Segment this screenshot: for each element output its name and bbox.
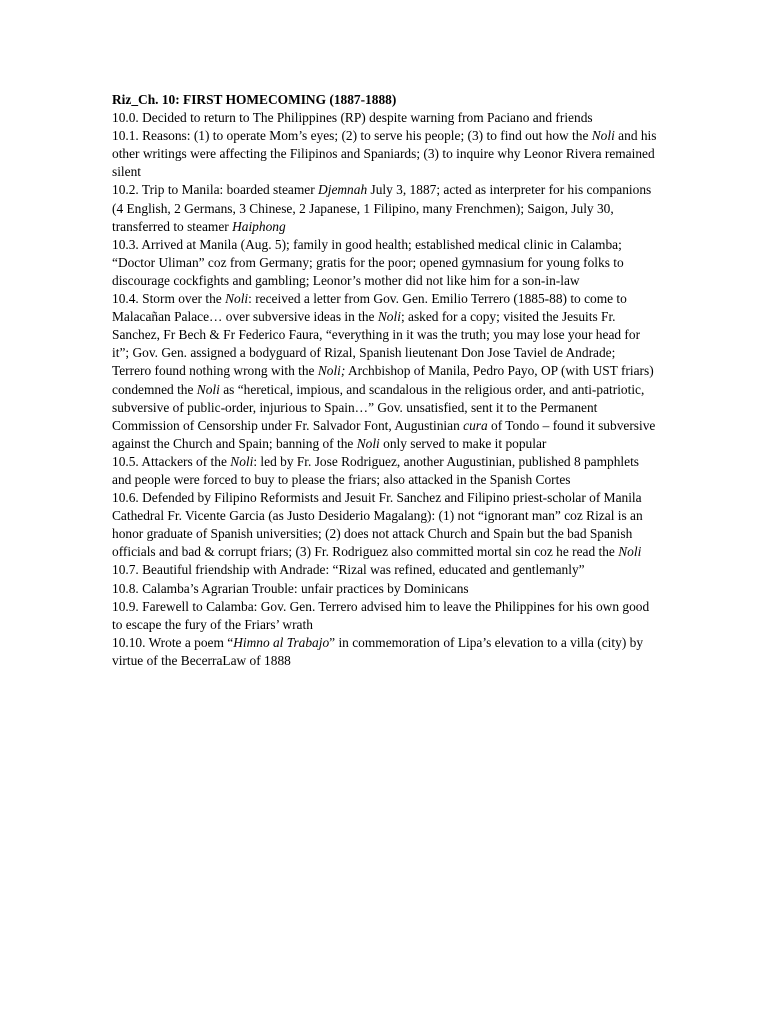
paragraph-text: 10.9. Farewell to Calamba: Gov. Gen. Terrero advised him to leave the Philippines for his own good to escape the fury of the Friars’ wrath xyxy=(112,598,650,632)
paragraph-text: : led by Fr. Jose Rodriguez, another Augustinian, published 8 pamphlets and people were forced to buy to please the friars; also attacked in the Spanish Cortes xyxy=(112,453,640,487)
italic-text: Noli xyxy=(618,544,642,560)
document-page xyxy=(112,91,657,670)
document-body xyxy=(112,109,657,670)
paragraph-text: July 3, 1887; acted as interpreter for his companions (4 English, 2 Germans, 3 Chinese, 2 Japanese, 1 Filipino, many Frenchmen); Saigon, July 30, transferred to steamer xyxy=(112,182,652,234)
italic-text: Noli xyxy=(591,128,615,144)
paragraph-text: 10.10. Wrote a poem “ xyxy=(112,634,234,650)
paragraph-text: 10.8. Calamba’s Agrarian Trouble: unfair practices by Dominicans xyxy=(112,580,469,596)
paragraph-text: Archbishop of Manila, Pedro Payo, OP (with UST friars) condemned the xyxy=(112,363,654,397)
document-paragraph xyxy=(112,561,657,579)
italic-text: Noli xyxy=(230,453,254,469)
paragraph-text: 10.3. Arrived at Manila (Aug. 5); family in good health; established medical clinic in Calamba; “Doctor Uliman” coz from Germany; gratis for the poor; opened gymnasium for young folks to discourage cockfights and gambling; Leonor’s mother did not like him for a son-in-law xyxy=(112,236,624,288)
document-paragraph xyxy=(112,181,657,235)
italic-text: Noli xyxy=(377,309,401,325)
document-paragraph xyxy=(112,236,657,290)
italic-text: Noli xyxy=(196,381,220,397)
italic-text: Noli; xyxy=(317,363,346,379)
paragraph-text: 10.6. Defended by Filipino Reformists and Jesuit Fr. Sanchez and Filipino priest-scholar of Manila Cathedral Fr. Vicente Garcia (as Justo Desiderio Magalang): (1) not “ignorant man” coz Rizal is an honor graduate of Spanish universities; (2) does not attack Church and Spain but the bad Spanish officials and bad & corrupt friars; (3) Fr. Rodriguez also committed mortal sin coz he read the xyxy=(112,490,643,560)
paragraph-text: : received a letter from Gov. Gen. Emilio Terrero (1885-88) to come to Malacañan Palace… over subversive ideas in the xyxy=(112,291,627,325)
paragraph-text: 10.2. Trip to Manila: boarded steamer xyxy=(112,182,319,198)
paragraph-text: 10.1. Reasons: (1) to operate Mom’s eyes; (2) to serve his people; (3) to find out how the xyxy=(112,128,592,144)
paragraph-text: 10.7. Beautiful friendship with Andrade: “Rizal was refined, educated and gentlemanly” xyxy=(112,562,585,578)
paragraph-text: ; asked for a copy; visited the Jesuits Fr. Sanchez, Fr Bech & Fr Federico Faura, “everything in it was the truth; you may lose your head for it”; Gov. Gen. assigned a bodyguard of Rizal, Spanish lieutenant Don Jose Taviel de Andrade; Terrero found nothing wrong with the xyxy=(112,309,641,379)
document-paragraph xyxy=(112,634,657,670)
document-paragraph xyxy=(112,580,657,598)
document-paragraph xyxy=(112,127,657,181)
italic-text: Noli xyxy=(225,291,249,307)
document-title: Riz_Ch. 10: FIRST HOMECOMING (1887-1888) xyxy=(112,92,397,107)
document-paragraph xyxy=(112,109,657,127)
document-paragraph xyxy=(112,489,657,561)
paragraph-text: only served to make it popular xyxy=(379,435,547,451)
paragraph-text: ” in commemoration of Lipa’s elevation to a villa (city) by virtue of the BecerraLaw of 1888 xyxy=(112,634,644,668)
document-paragraph xyxy=(112,453,657,489)
paragraph-text: 10.0. Decided to return to The Philippines (RP) despite warning from Paciano and friends xyxy=(112,110,593,126)
paragraph-text: of Tondo – found it subversive against the Church and Spain; banning of the xyxy=(112,417,656,451)
paragraph-text: as “heretical, impious, and scandalous in the religious order, and anti-patriotic, subversive of public-order, injurious to Spain…” Gov. unsatisfied, sent it to the Permanent Commission of Censorship under Fr. Salvador Font, Augustinian xyxy=(112,381,645,433)
paragraph-text: and his other writings were affecting the Filipinos and Spaniards; (3) to inquire why Leonor Rivera remained silent xyxy=(112,128,657,180)
italic-text: Haiphong xyxy=(232,218,286,234)
document-paragraph xyxy=(112,598,657,634)
paragraph-text: 10.5. Attackers of the xyxy=(112,453,231,469)
italic-text: cura xyxy=(463,417,488,433)
paragraph-text: 10.4. Storm over the xyxy=(112,291,226,307)
document-paragraph xyxy=(112,290,657,453)
italic-text: Noli xyxy=(356,435,380,451)
italic-text: Himno al Trabajo xyxy=(233,634,330,650)
italic-text: Djemnah xyxy=(318,182,368,198)
